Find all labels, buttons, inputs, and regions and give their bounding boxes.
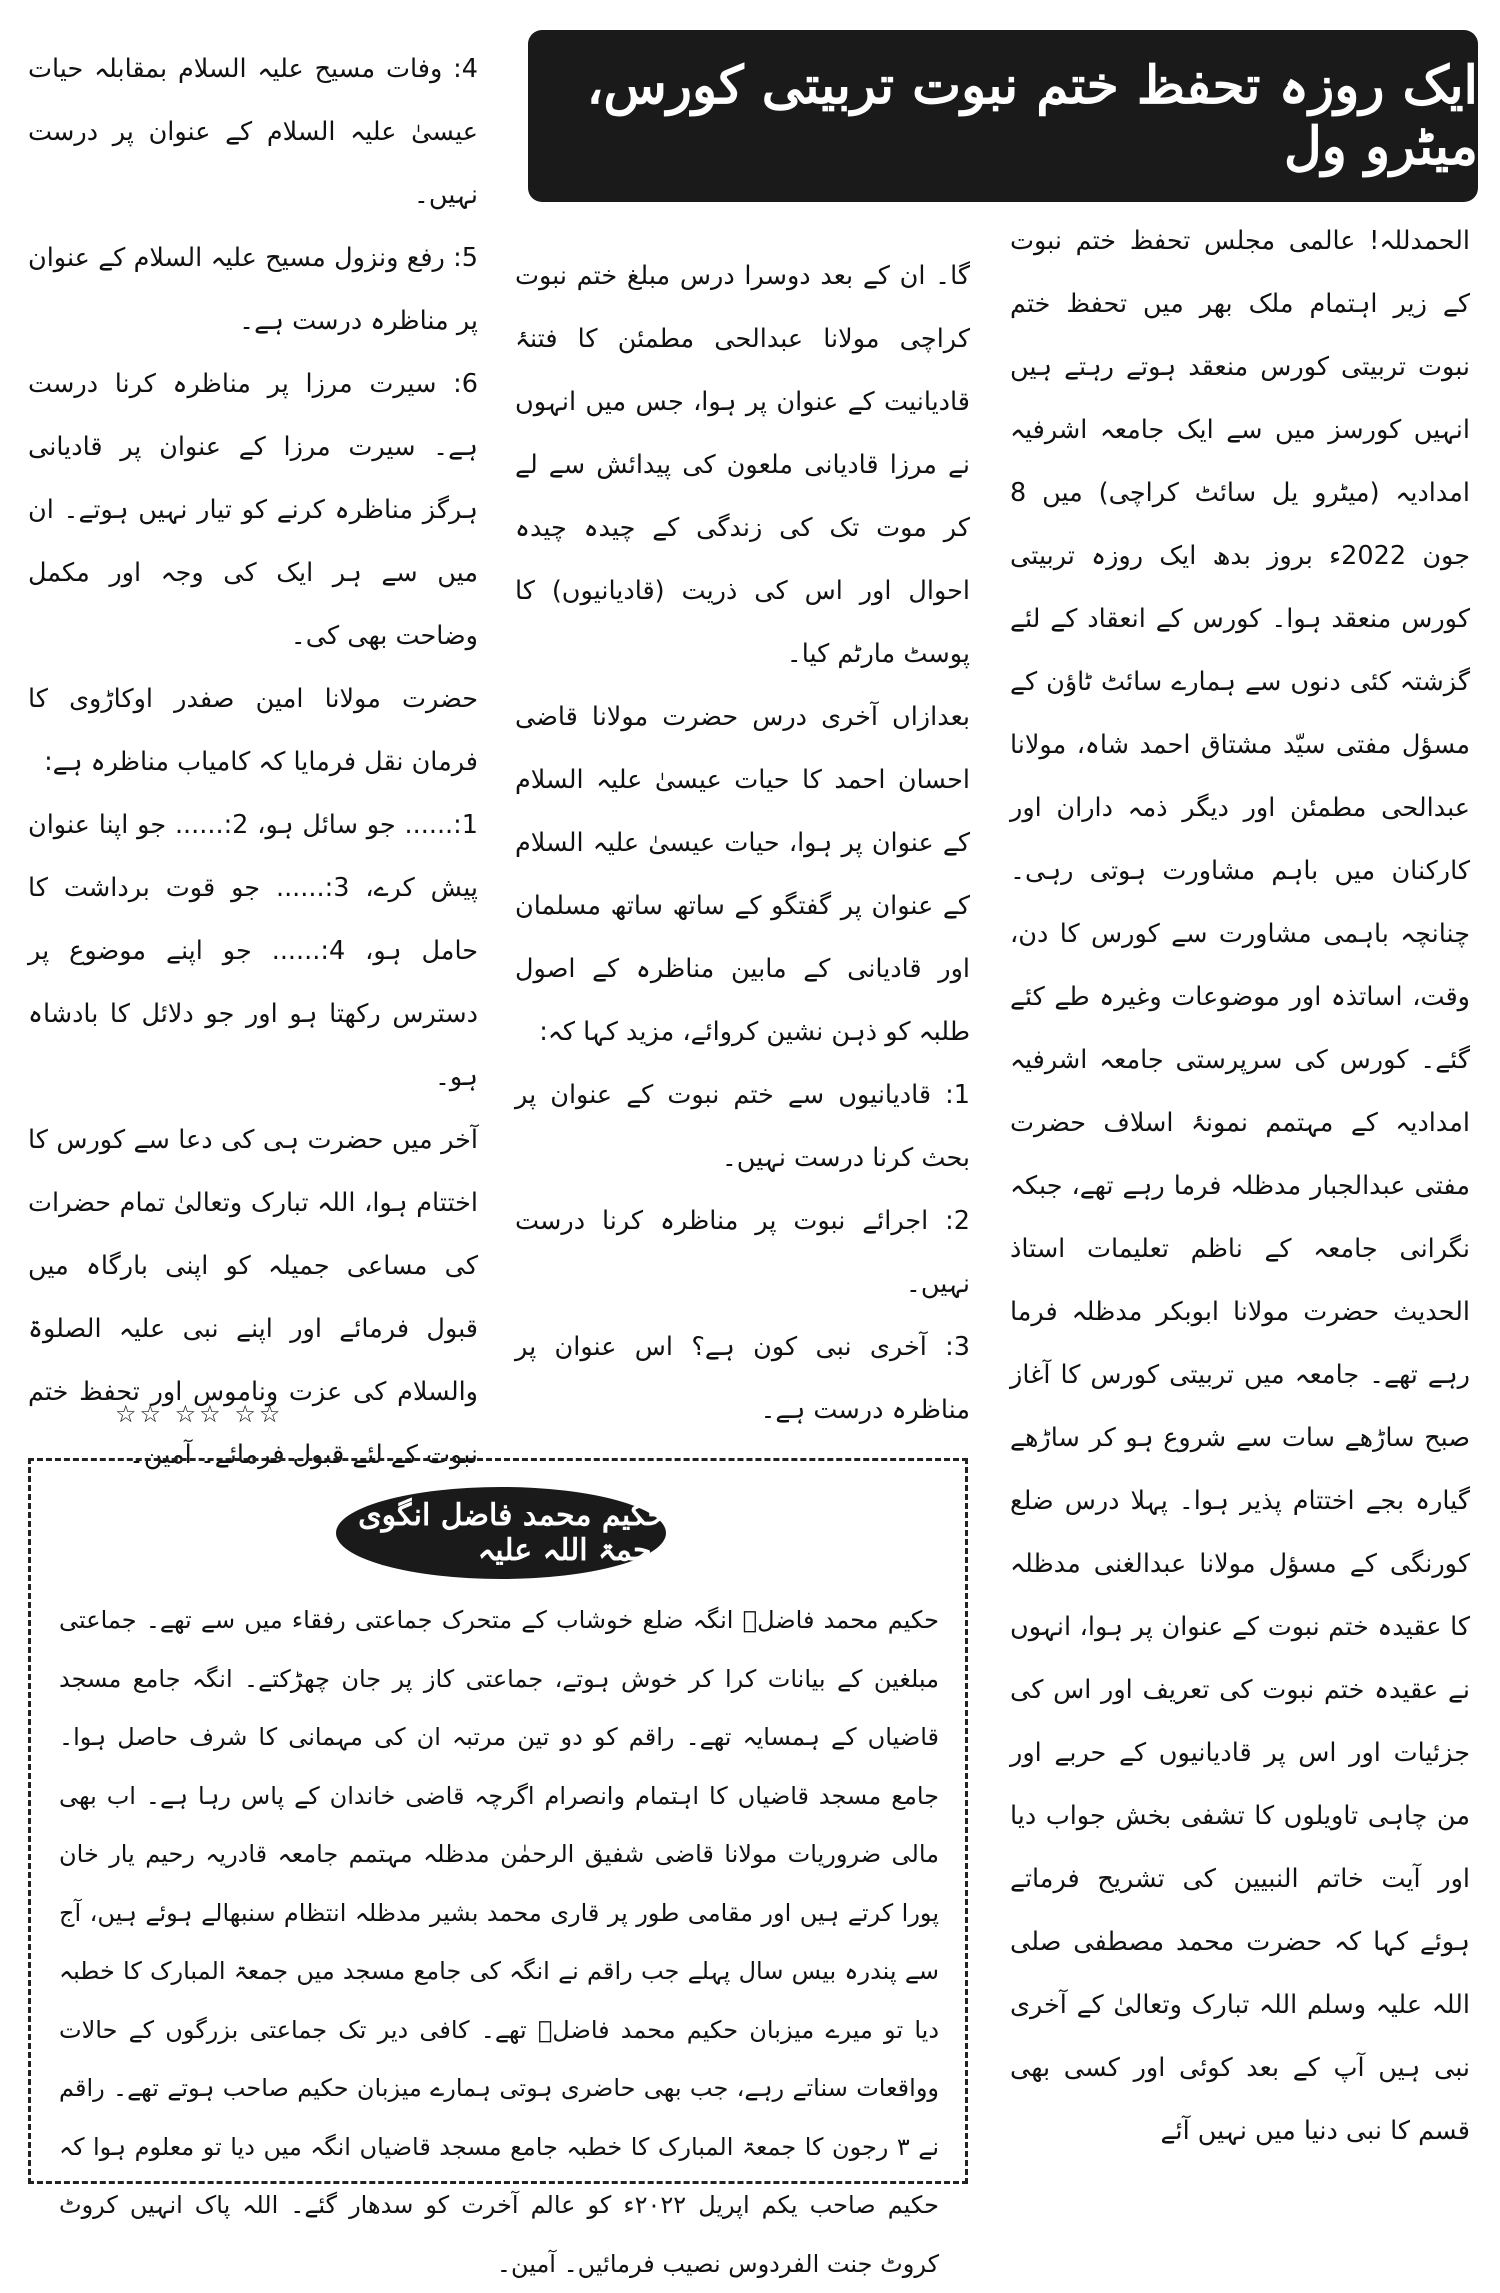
article-column-left (28, 38, 478, 1487)
paragraph: حضرت مولانا امین صفدر اوکاڑوی کا فرمان نقل فرمایا کہ کامیاب مناظرہ ہے: (28, 684, 478, 777)
paragraph: بعدازاں آخری درس حضرت مولانا قاضی احسان احمد کا حیات عیسیٰ علیہ السلام کے عنوان پر ہوا، حیات عیسیٰ علیہ السلام کے عنوان پر گفتگو کے ساتھ ساتھ مسلمان اور قادیانی کے مابین مناظرہ کے اصول طلبہ کو ذہن نشین کروائے، مزید کہا کہ: (515, 702, 970, 1047)
paragraph: 2: اجرائے نبوت پر مناظرہ کرنا درست نہیں۔ (515, 1206, 970, 1299)
obituary-body: حکیم محمد فاضلؒ انگہ ضلع خوشاب کے متحرک جماعتی رفقاء میں سے تھے۔ جماعتی مبلغین کے بیانات کرا کر خوش ہوتے، جماعتی کاز پر جان چھڑکتے۔ انگہ جامع مسجد قاضیاں کے ہمسایہ تھے۔ راقم کو دو تین مرتبہ ان کی مہمانی کا شرف حاصل ہوا۔ جامع مسجد قاضیاں کا اہتمام وانصرام اگرچہ قاضی خاندان کے پاس رہا ہے۔ اب بھی مالی ضروریات مولانا قاضی شفیق الرحمٰن مدظلہ مہتمم جامعہ قادریہ رحیم یار خان پورا کرتے ہیں اور مقامی طور پر قاری محمد بشیر مدظلہ انتظام سنبھالے ہوئے ہیں، آج سے پندرہ بیس سال پہلے جب راقم نے انگہ کی جامع مسجد میں جمعۃ المبارک کا خطبہ دیا تو میرے میزبان حکیم محمد فاضلؒ تھے۔ کافی دیر تک جماعتی بزرگوں کے حالات وواقعات سناتے رہے، جب بھی حاضری ہوتی ہمارے میزبان حکیم صاحب ہوتے تھے۔ راقم نے ۳ رجون کا جمعۃ المبارک کا خطبہ جامع مسجد قاضیاں انگہ میں دیا تو معلوم ہوا کہ حکیم صاحب یکم اپریل ۲۰۲۲ء کو عالم آخرت کو سدھار گئے۔ اللہ پاک انہیں کروٹ کروٹ جنت الفردوس نصیب فرمائیں۔ آمین۔ (59, 1606, 939, 2278)
paragraph: 4: وفات مسیح علیہ السلام بمقابلہ حیات عیسیٰ علیہ السلام کے عنوان پر درست نہیں۔ (28, 54, 478, 210)
paragraph: الحمدللہ! عالمی مجلس تحفظ ختم نبوت کے زیر اہتمام ملک بھر میں تحفظ ختم نبوت تربیتی کورس منعقد ہوتے رہتے ہیں انہیں کورسز میں سے ایک جامعہ اشرفیہ امدادیہ (میٹرو یل سائٹ کراچی) میں 8 جون 2022ء بروز بدھ ایک روزہ تربیتی کورس منعقد ہوا۔ کورس کے انعقاد کے لئے گزشتہ کئی دنوں سے ہمارے سائٹ ٹاؤن کے مسؤل مفتی سیّد مشتاق احمد شاہ، مولانا عبدالحی مطمئن اور دیگر ذمہ داران اور کارکنان میں باہم مشاورت ہوتی رہی۔ چنانچہ باہمی مشاورت سے کورس کا دن، وقت، اساتذہ اور موضوعات وغیرہ طے کئے گئے۔ کورس کی سرپرستی جامعہ اشرفیہ امدادیہ کے مہتمم نمونۂ اسلاف حضرت مفتی عبدالجبار مدظلہ فرما رہے تھے، جبکہ نگرانی جامعہ کے ناظم تعلیمات استاذ الحدیث حضرت مولانا ابوبکر مدظلہ فرما رہے تھے۔ جامعہ میں تربیتی کورس کا آغاز صبح ساڑھے سات سے شروع ہو کر ساڑھے گیارہ بجے اختتام پذیر ہوا۔ پہلا درس ضلع کورنگی کے مسؤل مولانا عبدالغنی مدظلہ کا عقیدہ ختم نبوت کے عنوان پر ہوا، انہوں نے عقیدہ ختم نبوت کی تعریف اور اس کی جزئیات اور اس پر قادیانیوں کے حربے اور من چاہی تاویلوں کا تشفی بخش جواب دیا اور آیت خاتم النبیین کی تشریح فرماتے ہوئے کہا کہ حضرت محمد مصطفی صلی اللہ علیہ وسلم اللہ تبارک وتعالیٰ کے آخری نبی ہیں آپ کے بعد کوئی اور کسی بھی قسم کا نبی دنیا میں نہیں آئے (1010, 226, 1470, 2146)
paragraph: آخر میں حضرت ہی کی دعا سے کورس کا اختتام ہوا، اللہ تبارک وتعالیٰ تمام حضرات کی مساعی جمیلہ کو اپنی بارگاہ میں قبول فرمائے اور اپنے نبی علیہ الصلوۃ والسلام کی عزت وناموس اور تحفظ ختم نبوت کے لئے قبول فرمائے۔ آمین۔ (28, 1125, 478, 1470)
paragraph: 6: سیرت مرزا پر مناظرہ کرنا درست ہے۔ سیرت مرزا کے عنوان پر قادیانی ہرگز مناظرہ کرنے کو تیار نہیں ہوتے۔ ان میں سے ہر ایک کی وجہ اور مکمل وضاحت بھی کی۔ (28, 369, 479, 651)
headline-text: ایک روزہ تحفظ ختم نبوت تربیتی کورس، میٹرو ول (586, 55, 1478, 177)
article-column-middle (515, 245, 970, 1442)
obituary-box (28, 1458, 968, 2278)
obituary-title (336, 1487, 666, 1579)
article-column-right (1010, 210, 1470, 2163)
paragraph: 5: رفع ونزول مسیح علیہ السلام کے عنوان پر مناظرہ درست ہے۔ (28, 243, 478, 336)
obituary-title-text: حکیم محمد فاضل انگوی رحمۃ اللہ علیہ (358, 1498, 666, 1568)
paragraph: گا۔ ان کے بعد دوسرا درس مبلغ ختم نبوت کراچی مولانا عبدالحی مطمئن کا فتنۂ قادیانیت کے عنوان پر ہوا، جس میں انہوں نے مرزا قادیانی ملعون کی پیدائش سے لے کر موت تک کی زندگی کے چیدہ چیدہ احوال اور اس کی ذریت (قادیانیوں) کا پوسٹ مارٹم کیا۔ (515, 261, 970, 669)
headline-banner (528, 30, 1478, 202)
paragraph: 3: آخری نبی کون ہے؟ اس عنوان پر مناظرہ درست ہے۔ (515, 1332, 970, 1425)
paragraph: 1: قادیانیوں سے ختم نبوت کے عنوان پر بحث کرنا درست نہیں۔ (515, 1080, 970, 1173)
stars-divider: ☆☆ ☆☆ ☆☆ (115, 1400, 284, 1428)
paragraph: 1:...... جو سائل ہو، 2:...... جو اپنا عنوان پیش کرے، 3:...... جو قوت برداشت کا حامل ہو، 4:...... جو اپنے موضوع پر دسترس رکھتا ہو اور جو دلائل کا بادشاہ ہو۔ (28, 810, 478, 1092)
